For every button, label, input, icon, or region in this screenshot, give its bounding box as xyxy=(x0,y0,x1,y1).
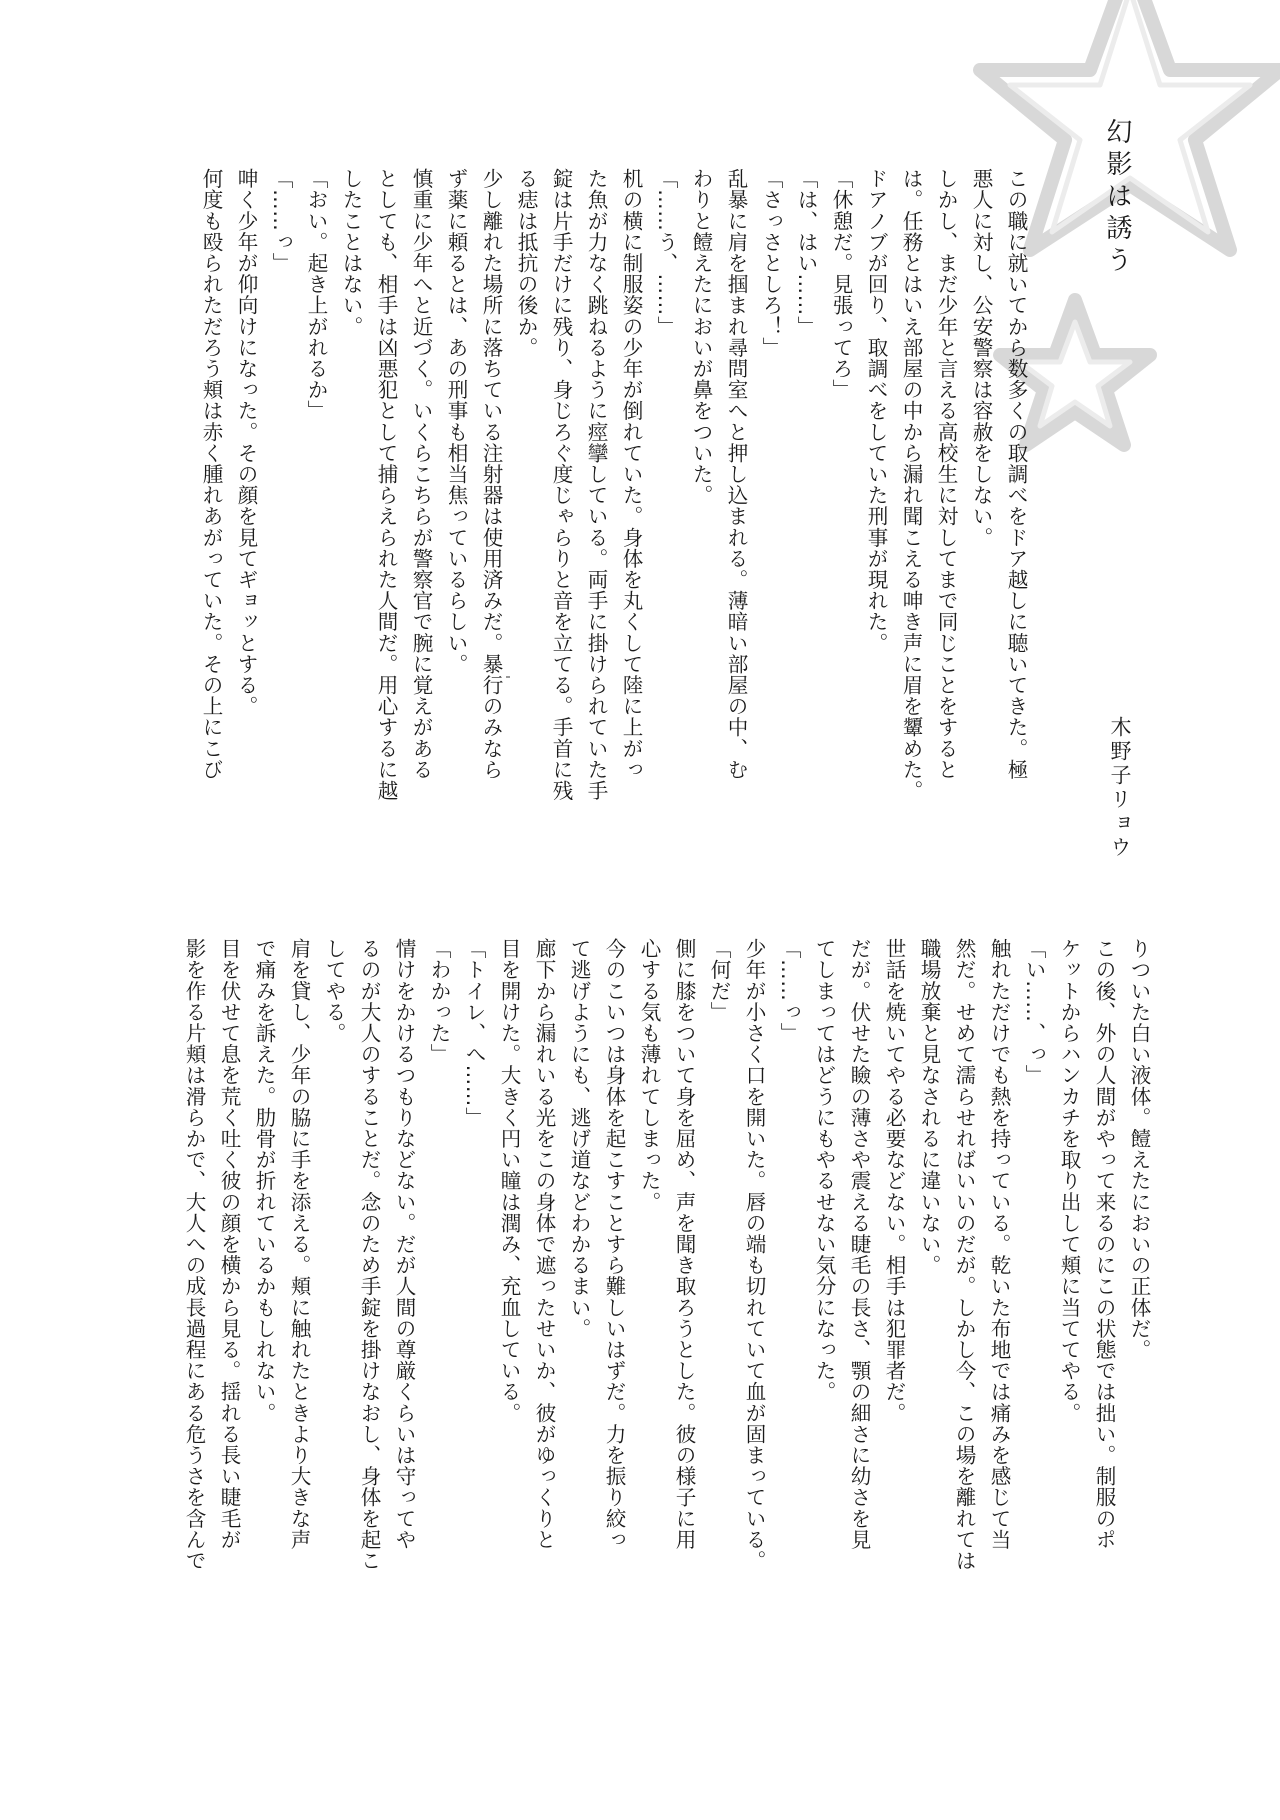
text-line: 「おい。起き上がれるか」 xyxy=(304,168,328,422)
text-line: 何度も殴られただろう頬は赤く腫れあがっていた。その上にこび xyxy=(199,168,223,780)
text-line: 「……っ」 xyxy=(269,168,293,274)
text-line: 「は、はい……」 xyxy=(794,168,818,337)
page-title: 幻影は誘う xyxy=(1102,118,1132,278)
text-line: るのが大人のすることだ。念のため手錠を掛けなおし、身体を起こ xyxy=(357,938,381,1571)
text-line: 廊下から漏れいる光をこの身体で遮ったせいか、彼がゆっくりと xyxy=(532,938,556,1550)
text-line: 少年が小さく口を開いた。唇の端も切れていて血が固まっている。 xyxy=(742,938,766,1571)
text-line: 世話を焼いてやる必要などない。相手は犯罪者だ。 xyxy=(882,938,906,1424)
text-line: 「何だ」 xyxy=(707,938,731,1023)
text-line: りついた白い液体。饐えたにおいの正体だ。 xyxy=(1127,938,1151,1360)
text-line: 「さっさとしろ！」 xyxy=(759,168,783,358)
text-line: 心する気も薄れてしまった。 xyxy=(637,938,661,1213)
text-line: 肩を貸し、少年の脇に手を添える。頬に触れたときより大きな声 xyxy=(287,938,311,1550)
text-line: としても、相手は凶悪犯として捕らえられた人間だ。用心するに越 xyxy=(374,168,398,801)
text-line: ケットからハンカチを取り出して頬に当ててやる。 xyxy=(1057,938,1081,1424)
text-line: 錠は片手だけに残り、身じろぐ度じゃらりと音を立てる。手首に残 xyxy=(549,168,573,801)
text-line: この後、外の人間がやって来るのにこの状態では拙い。制服のポ xyxy=(1092,938,1116,1550)
text-line: 目を伏せて息を荒く吐く彼の顔を横から見る。揺れる長い睫毛が xyxy=(217,938,241,1550)
text-line: 慎重に少年へと近づく。いくらこちらが警察官で腕に覚えがある xyxy=(409,168,433,780)
text-line: 「休憩だ。見張ってろ」 xyxy=(829,168,853,401)
text-line: は。任務とはいえ部屋の中から漏れ聞こえる呻き声に眉を顰めた。 xyxy=(899,168,923,801)
text-line: て逃げようにも、逃げ道などわかるまい。 xyxy=(567,938,591,1339)
text-block-lower xyxy=(176,938,1156,1638)
text-line: この職に就いてから数多くの取調べをドア越しに聴いてきた。極 xyxy=(1004,168,1028,780)
text-line: 触れただけでも熱を持っている。乾いた布地では痛みを感じて当 xyxy=(987,938,1011,1550)
text-line: 乱暴に肩を掴まれ尋問室へと押し込まれる。薄暗い部屋の中、む xyxy=(724,168,748,780)
text-line: る痣は抵抗の後か。 xyxy=(514,168,538,358)
text-line: したことはない。 xyxy=(339,168,363,337)
text-line: 然だ。せめて濡らせればいいのだが。しかし今、この場を離れては xyxy=(952,938,976,1571)
text-line: てしまってはどうにもやるせない気分になった。 xyxy=(812,938,836,1403)
text-line: だが。伏せた瞼の薄さや震える睫毛の長さ、顎の細さに幼さを見 xyxy=(847,938,871,1550)
text-line: た魚が力なく跳ねるように痙攣している。両手に掛けられていた手 xyxy=(584,168,608,801)
text-line: 「い……、っ」 xyxy=(1022,938,1046,1086)
text-line: 職場放棄と見なされるに違いない。 xyxy=(917,938,941,1276)
text-line: 呻く少年が仰向けになった。その顔を見てギョッとする。 xyxy=(234,168,258,717)
text-line: 「……っ」 xyxy=(777,938,801,1044)
text-block-upper xyxy=(193,168,1033,868)
text-line: 今のこいつは身体を起こすことすら難しいはずだ。力を振り絞っ xyxy=(602,938,626,1550)
text-line: わりと饐えたにおいが鼻をついた。 xyxy=(689,168,713,506)
text-line: ドアノブが回り、取調べをしていた刑事が現れた。 xyxy=(864,168,888,654)
text-line: 「……う、……」 xyxy=(654,168,678,337)
text-line: しかし、まだ少年と言える高校生に対してまで同じことをすると xyxy=(934,168,958,780)
text-line: 目を開けた。大きく円い瞳は潤み、充血している。 xyxy=(497,938,521,1424)
text-line: 「わかった」 xyxy=(427,938,451,1065)
text-line: 情けをかけるつもりなどない。だが人間の尊厳くらいは守ってや xyxy=(392,938,416,1550)
text-line: で痛みを訴えた。肋骨が折れているかもしれない。 xyxy=(252,938,276,1424)
author-name: 木野子リョウ xyxy=(1108,716,1132,860)
text-line: 少し離れた場所に落ちている注射器は使用済みだ。暴行のみなら xyxy=(479,168,503,780)
text-line: してやる。 xyxy=(322,938,346,1044)
text-line: 側に膝をついて身を屈め、声を聞き取ろうとした。彼の様子に用 xyxy=(672,938,696,1550)
text-line: 机の横に制服姿の少年が倒れていた。身体を丸くして陸に上がっ xyxy=(619,168,643,780)
text-line: 「トイレ、へ……」 xyxy=(462,938,486,1128)
stray-mark xyxy=(506,676,510,678)
text-line: 悪人に対し、公安警察は容赦をしない。 xyxy=(969,168,993,548)
text-line: ず薬に頼るとは、あの刑事も相当焦っているらしい。 xyxy=(444,168,468,675)
text-line: 影を作る片頬は滑らかで、大人への成長過程にある危うさを含んで xyxy=(182,938,206,1571)
